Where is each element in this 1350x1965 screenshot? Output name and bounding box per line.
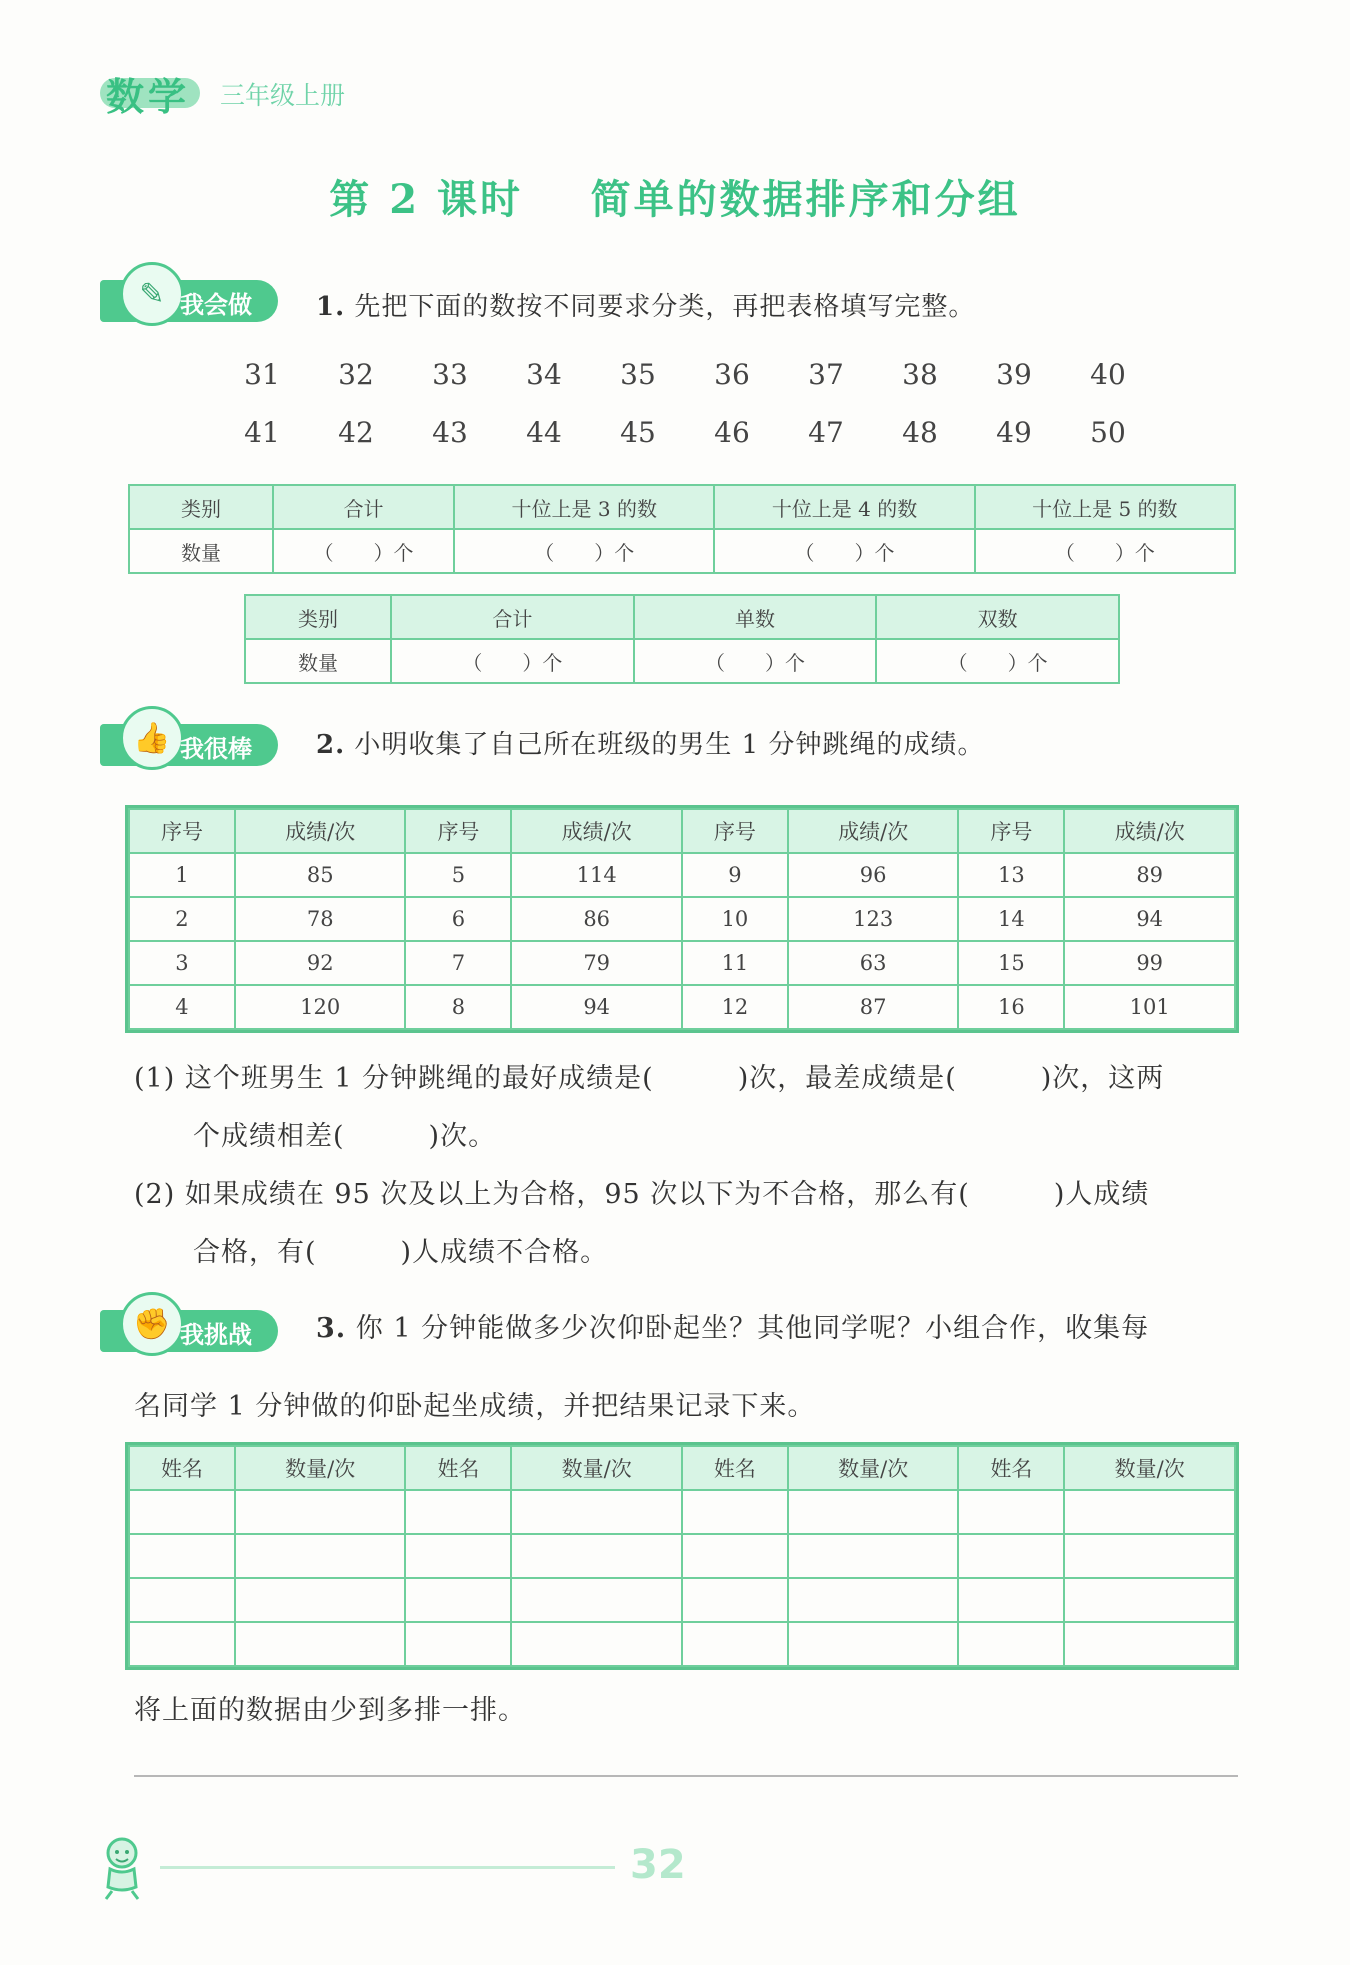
table-header: 姓名 [958, 1446, 1064, 1490]
blank-cell[interactable] [129, 1622, 235, 1666]
table-header: 姓名 [405, 1446, 511, 1490]
mascot-icon [92, 1835, 152, 1901]
table-cell: 13 [958, 853, 1064, 897]
table-header: 序号 [129, 809, 235, 853]
table-cell: 7 [405, 941, 511, 985]
table-cell: 16 [958, 985, 1064, 1029]
number-item: 44 [526, 416, 562, 449]
number-item: 37 [808, 358, 844, 391]
table-cell: 2 [129, 897, 235, 941]
blank-cell[interactable] [682, 1490, 788, 1534]
blank-cell[interactable] [511, 1534, 682, 1578]
number-item: 41 [244, 416, 280, 449]
table-cell: 9 [682, 853, 788, 897]
classification-table-tens [128, 484, 1236, 574]
situp-record-table [128, 1445, 1236, 1667]
answer-cell[interactable]: （ ）个 [975, 529, 1235, 573]
table-cell: 6 [405, 897, 511, 941]
table-row [129, 897, 1235, 941]
blank-cell[interactable] [405, 1622, 511, 1666]
table-cell: 5 [405, 853, 511, 897]
table-header: 序号 [405, 809, 511, 853]
blank-cell[interactable] [788, 1622, 959, 1666]
answer-cell[interactable]: （ ）个 [391, 639, 634, 683]
table-header: 成绩/次 [511, 809, 682, 853]
blank-cell[interactable] [958, 1490, 1064, 1534]
blank-cell[interactable] [958, 1578, 1064, 1622]
number-item: 31 [244, 358, 280, 391]
blank-cell[interactable] [235, 1578, 406, 1622]
table-header: 类别 [129, 485, 273, 529]
blank-cell[interactable] [682, 1578, 788, 1622]
table-header: 姓名 [682, 1446, 788, 1490]
question-2-1-line1: (1) 这个班男生 1 分钟跳绳的最好成绩是( )次，最差成绩是( )次，这两 [134, 1063, 1165, 1094]
blank-cell[interactable] [405, 1490, 511, 1534]
blank-cell[interactable] [235, 1622, 406, 1666]
blank-cell[interactable] [129, 1490, 235, 1534]
blank-cell[interactable] [129, 1578, 235, 1622]
answer-cell[interactable]: （ ）个 [454, 529, 714, 573]
table-header: 合计 [273, 485, 454, 529]
table-cell: 94 [1064, 897, 1235, 941]
sort-instruction: 将上面的数据由少到多排一排。 [134, 1695, 526, 1726]
table-cell: 63 [788, 941, 959, 985]
blank-cell[interactable] [788, 1490, 959, 1534]
table-header: 双数 [876, 595, 1119, 639]
table-header: 合计 [391, 595, 634, 639]
table-cell: 89 [1064, 853, 1235, 897]
number-item: 39 [996, 358, 1032, 391]
badge-wotiaozhan [100, 1298, 280, 1356]
classification-table-odd-even [244, 594, 1120, 684]
table-row [129, 985, 1235, 1029]
blank-cell[interactable] [405, 1578, 511, 1622]
table-cell: 15 [958, 941, 1064, 985]
table-header: 序号 [958, 809, 1064, 853]
table-header: 序号 [682, 809, 788, 853]
number-item: 36 [714, 358, 750, 391]
answer-cell[interactable]: （ ）个 [714, 529, 974, 573]
question-3-line2: 名同学 1 分钟做的仰卧起坐成绩，并把结果记录下来。 [134, 1391, 816, 1422]
table-row [129, 1622, 1235, 1666]
number-item: 49 [996, 416, 1032, 449]
number-item: 47 [808, 416, 844, 449]
lesson-title: 第 2 课时 简单的数据排序和分组 [329, 176, 1021, 223]
blank-cell[interactable] [1064, 1534, 1235, 1578]
subject-title: 数学 [106, 75, 191, 119]
table-cell: 11 [682, 941, 788, 985]
question-2-2-line1: (2) 如果成绩在 95 次及以上为合格，95 次以下为不合格，那么有( )人成绩 [134, 1179, 1150, 1210]
answer-cell[interactable]: （ ）个 [273, 529, 454, 573]
answer-line[interactable] [134, 1775, 1238, 1777]
number-item: 42 [338, 416, 374, 449]
table-header-row [129, 809, 1235, 853]
table-cell: 86 [511, 897, 682, 941]
answer-cell[interactable]: （ ）个 [634, 639, 877, 683]
table-cell: 114 [511, 853, 682, 897]
footer-divider [160, 1866, 615, 1869]
number-item: 48 [902, 416, 938, 449]
table-header: 十位上是 4 的数 [714, 485, 974, 529]
table-header: 十位上是 3 的数 [454, 485, 714, 529]
number-item: 38 [902, 358, 938, 391]
numbers-row-2 [215, 416, 1155, 449]
number-item: 34 [526, 358, 562, 391]
number-item: 46 [714, 416, 750, 449]
badge-label: 我挑战 [180, 1321, 252, 1349]
table-header: 成绩/次 [235, 809, 406, 853]
blank-cell[interactable] [511, 1622, 682, 1666]
thumbs-up-icon: 👍 [120, 706, 184, 770]
table-header: 单数 [634, 595, 877, 639]
table-cell: 3 [129, 941, 235, 985]
table-header: 数量/次 [1064, 1446, 1235, 1490]
badge-wohenbang [100, 712, 280, 770]
table-row [129, 529, 1235, 573]
table-header: 成绩/次 [1064, 809, 1235, 853]
table-cell: 120 [235, 985, 406, 1029]
blank-cell[interactable] [511, 1578, 682, 1622]
table-header: 数量/次 [511, 1446, 682, 1490]
blank-cell[interactable] [788, 1578, 959, 1622]
table-header: 成绩/次 [788, 809, 959, 853]
jump-rope-scores-table [128, 808, 1236, 1030]
table-cell: 12 [682, 985, 788, 1029]
table-header-row [245, 595, 1119, 639]
blank-cell[interactable] [788, 1534, 959, 1578]
table-cell: 92 [235, 941, 406, 985]
question-2: 2. 小明收集了自己所在班级的男生 1 分钟跳绳的成绩。 [316, 730, 985, 760]
number-item: 33 [432, 358, 468, 391]
table-header: 数量/次 [235, 1446, 406, 1490]
answer-cell[interactable]: （ ）个 [876, 639, 1119, 683]
number-item: 35 [620, 358, 656, 391]
row-label: 数量 [245, 639, 391, 683]
numbers-row-1 [215, 358, 1155, 391]
table-cell: 8 [405, 985, 511, 1029]
number-item: 32 [338, 358, 374, 391]
table-cell: 78 [235, 897, 406, 941]
table-cell: 94 [511, 985, 682, 1029]
table-header: 类别 [245, 595, 391, 639]
blank-cell[interactable] [682, 1622, 788, 1666]
badge-label: 我会做 [180, 291, 252, 319]
question-2-2-line2: 合格，有( )人成绩不合格。 [193, 1237, 609, 1268]
number-item: 45 [620, 416, 656, 449]
blank-cell[interactable] [235, 1490, 406, 1534]
table-row [129, 941, 1235, 985]
question-2-1-line2: 个成绩相差( )次。 [193, 1121, 497, 1152]
table-cell: 1 [129, 853, 235, 897]
table-row [129, 1490, 1235, 1534]
number-item: 43 [432, 416, 468, 449]
blank-cell[interactable] [405, 1534, 511, 1578]
table-row [129, 1534, 1235, 1578]
blank-cell[interactable] [235, 1534, 406, 1578]
badge-label: 我很棒 [180, 735, 252, 763]
table-cell: 79 [511, 941, 682, 985]
blank-cell[interactable] [1064, 1622, 1235, 1666]
table-header: 十位上是 5 的数 [975, 485, 1235, 529]
badge-wohuizuo [100, 268, 280, 326]
number-item: 50 [1090, 416, 1126, 449]
blank-cell[interactable] [1064, 1490, 1235, 1534]
table-cell: 101 [1064, 985, 1235, 1029]
table-header: 数量/次 [788, 1446, 959, 1490]
question-1: 1. 先把下面的数按不同要求分类，再把表格填写完整。 [316, 292, 976, 322]
page-number: 32 [630, 1842, 686, 1888]
number-item: 40 [1090, 358, 1126, 391]
table-cell: 87 [788, 985, 959, 1029]
table-header-row [129, 485, 1235, 529]
table-header: 姓名 [129, 1446, 235, 1490]
table-cell: 85 [235, 853, 406, 897]
blank-cell[interactable] [682, 1534, 788, 1578]
grade-label: 三年级上册 [220, 81, 346, 110]
table-cell: 96 [788, 853, 959, 897]
table-cell: 4 [129, 985, 235, 1029]
blank-cell[interactable] [958, 1622, 1064, 1666]
table-cell: 14 [958, 897, 1064, 941]
pencil-hand-icon: ✎ [120, 262, 184, 326]
table-row [245, 639, 1119, 683]
table-row [129, 853, 1235, 897]
row-label: 数量 [129, 529, 273, 573]
table-cell: 99 [1064, 941, 1235, 985]
blank-cell[interactable] [511, 1490, 682, 1534]
table-cell: 10 [682, 897, 788, 941]
fist-icon: ✊ [120, 1292, 184, 1356]
blank-cell[interactable] [129, 1534, 235, 1578]
table-cell: 123 [788, 897, 959, 941]
blank-cell[interactable] [1064, 1578, 1235, 1622]
table-header-row [129, 1446, 1235, 1490]
table-row [129, 1578, 1235, 1622]
question-3: 3. 你 1 分钟能做多少次仰卧起坐？其他同学呢？小组合作，收集每 [316, 1313, 1150, 1344]
blank-cell[interactable] [958, 1534, 1064, 1578]
